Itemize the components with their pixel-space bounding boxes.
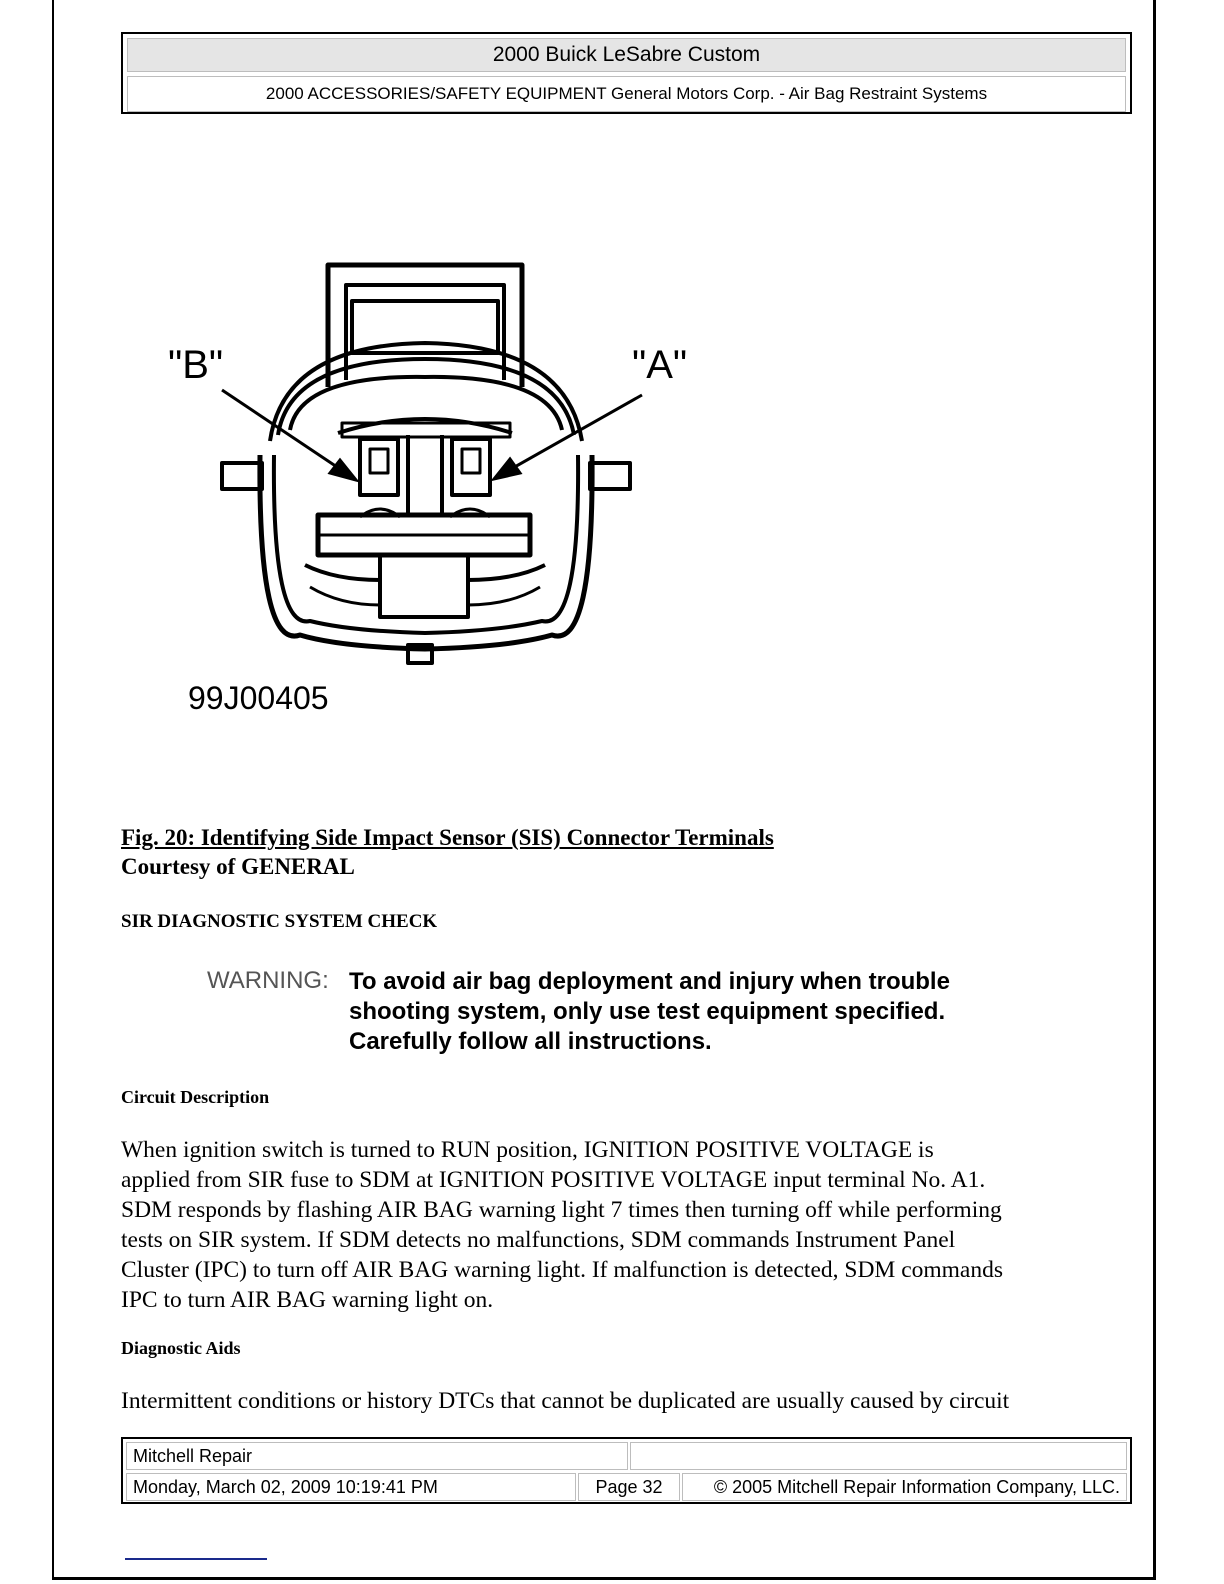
connector-diagram — [160, 255, 720, 725]
warning-line: shooting system, only use test equipment specified. — [349, 998, 946, 1025]
footer-copyright: © 2005 Mitchell Repair Information Company, LLC. — [682, 1473, 1127, 1501]
circuit-description-paragraph — [121, 1135, 1111, 1315]
warning-text — [349, 967, 1049, 1057]
vehicle-title: 2000 Buick LeSabre Custom — [127, 38, 1126, 72]
footer-page-number: Page 32 — [578, 1473, 680, 1501]
footer-publisher: Mitchell Repair — [126, 1442, 628, 1470]
connector-figure — [160, 255, 720, 725]
paragraph-line: tests on SIR system. If SDM detects no malfunctions, SDM commands Instrument Panel — [121, 1227, 956, 1253]
callout-a-label: "A" — [632, 343, 688, 387]
paragraph-line: Intermittent conditions or history DTCs that cannot be duplicated are usually caused by circuit — [121, 1388, 1010, 1414]
bottom-rule — [125, 1558, 267, 1560]
warning-line: To avoid air bag deployment and injury when trouble — [349, 968, 950, 995]
paragraph-line: applied from SIR fuse to SDM at IGNITION POSITIVE VOLTAGE input terminal No. A1. — [121, 1167, 986, 1193]
paragraph-line: SDM responds by flashing AIR BAG warning light 7 times then turning off while performing — [121, 1197, 1002, 1223]
section-subtitle: 2000 ACCESSORIES/SAFETY EQUIPMENT General Motors Corp. - Air Bag Restraint Systems — [127, 76, 1126, 112]
figure-caption-courtesy: Courtesy of GENERAL — [121, 854, 355, 879]
section-title: SIR DIAGNOSTIC SYSTEM CHECK — [121, 911, 438, 932]
paragraph-line: IPC to turn AIR BAG warning light on. — [121, 1287, 494, 1313]
paragraph-line: When ignition switch is turned to RUN position, IGNITION POSITIVE VOLTAGE is — [121, 1137, 934, 1163]
diagnostic-aids-paragraph — [121, 1386, 1111, 1416]
document-header — [121, 32, 1132, 114]
diagnostic-aids-heading: Diagnostic Aids — [121, 1338, 241, 1358]
warning-line: Carefully follow all instructions. — [349, 1028, 712, 1055]
callout-b-label: "B" — [168, 343, 224, 387]
warning-label: WARNING: — [207, 967, 329, 994]
figure-code: 99J00405 — [188, 680, 329, 716]
footer-datetime: Monday, March 02, 2009 10:19:41 PM — [126, 1473, 576, 1501]
paragraph-line: Cluster (IPC) to turn off AIR BAG warning light. If malfunction is detected, SDM commands — [121, 1257, 1004, 1283]
circuit-description-heading: Circuit Description — [121, 1087, 270, 1107]
footer-empty-cell — [630, 1442, 1127, 1470]
figure-caption-title: Fig. 20: Identifying Side Impact Sensor (SIS) Connector Terminals — [121, 825, 774, 850]
document-footer — [121, 1437, 1132, 1504]
